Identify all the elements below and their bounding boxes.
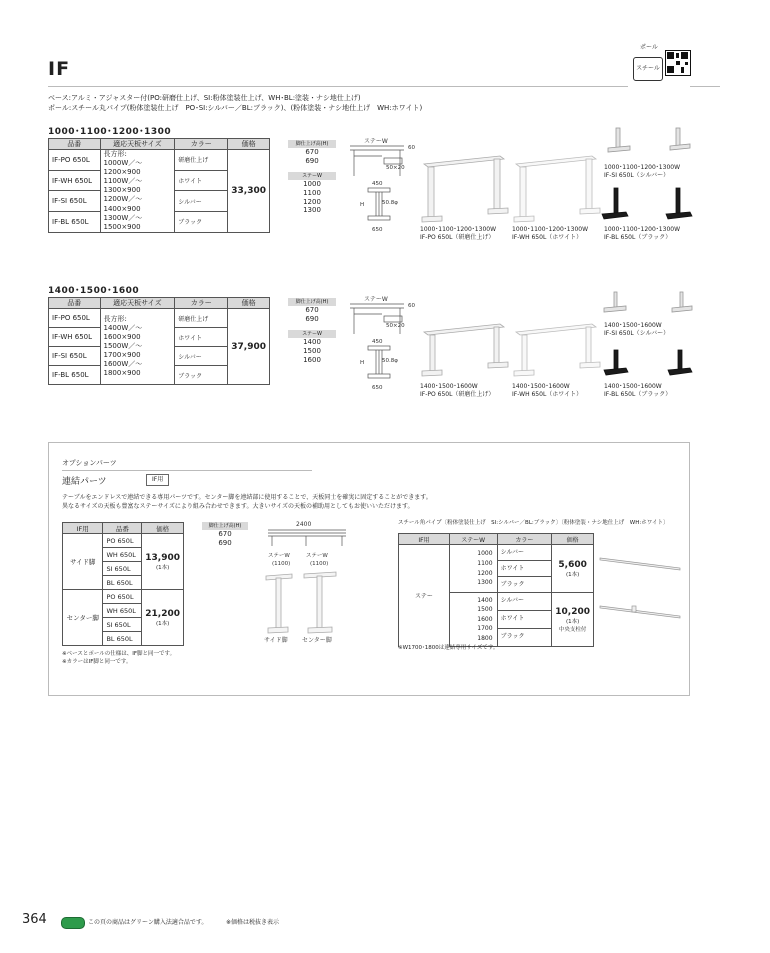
stay-value: 1300 [303, 206, 321, 215]
table-row-color: ホワイト [175, 328, 228, 347]
stay-width: 1600 [477, 615, 493, 623]
center-price-cell [142, 590, 184, 646]
side-price: 13,900 [145, 552, 180, 563]
table-row-code: SI 650L [103, 562, 142, 576]
caption-si-1: 1400･1500･1600W [604, 322, 662, 329]
caption-wh-1: 1000･1100･1200･1300W [512, 226, 589, 233]
stay-colors-a [497, 545, 552, 593]
unit-label: (1本) [565, 618, 580, 625]
stay-colors-b [497, 593, 552, 647]
options-desc-1: テーブルをエンドレスで連結できる専用パーツです。センター脚を連結部に使用することで、天板同士を確実に固定することができます。 [62, 494, 432, 501]
stay-w-1100-label: (1100) [272, 561, 291, 567]
diagram-phi-label: 50.8φ [382, 358, 398, 364]
stay-price-a-cell [552, 545, 594, 593]
stay-price-b: 10,200 [555, 606, 590, 617]
center-price: 21,200 [145, 608, 180, 619]
diagram-h-label: H [360, 360, 365, 366]
stay-table [398, 533, 594, 647]
stay-value: 1000 [303, 180, 321, 188]
stay-width: 1300 [477, 579, 493, 587]
side-leg-label: サイド脚 [63, 534, 103, 590]
header-if: IF用 [63, 523, 103, 534]
table-row-code: BL 650L [103, 576, 142, 590]
leg-bl-illustration [600, 348, 696, 380]
pole-label: ポール [640, 44, 658, 51]
header-price: 価格 [142, 523, 184, 534]
stay-width: 1000 [477, 550, 493, 558]
size-item: 1100W／～1300×900 [103, 177, 143, 195]
height-value: 670 [305, 306, 319, 315]
stay-width: 1800 [477, 634, 493, 642]
stay-caption: スチール角パイプ〔粉体塗装仕上げ SI:シルバー／BL:ブラック〕〔粉体塗装・ナシ地仕上げ WH:ホワイト〕 [398, 520, 669, 526]
caption-si-2: IF-SI 650L（シルバー） [604, 172, 670, 179]
height-value: 670 [218, 530, 232, 539]
height-label: 脚仕上げ高(H) [288, 140, 336, 148]
diagram-650-label: 650 [372, 227, 383, 233]
intro-line-1: ベース:アルミ・アジャスター付(PO:研磨仕上げ、SI:粉体塗装仕上げ、WH･BL:塗装・ナシ地仕上げ) [48, 94, 361, 102]
table-row-color: ブラック [175, 212, 228, 233]
table-row-code: PO 650L [103, 534, 142, 548]
caption-po-2: IF-PO 650L（研磨仕上げ） [420, 391, 495, 398]
section1-dimension-diagram [342, 136, 422, 236]
header-price: 価格 [228, 139, 270, 150]
stay-color: ブラック [500, 633, 525, 640]
table-row-color: シルバー [175, 347, 228, 366]
leg-si-illustration [600, 290, 696, 320]
header-if: IF用 [399, 534, 450, 545]
size-cell [100, 150, 175, 233]
stay-price-a: 5,600 [558, 559, 587, 570]
table-row-code: IF-PO 650L [49, 309, 101, 328]
green-note: この頁の商品はグリーン購入法適合品です。 [88, 919, 208, 926]
caption-si-1: 1000･1100･1200･1300W [604, 164, 681, 171]
unit-label: (1本) [155, 564, 170, 571]
height-value: 690 [218, 539, 232, 547]
center-leg-caption: センター脚 [302, 637, 332, 644]
caption-wh-1: 1400･1500･1600W [512, 383, 570, 390]
section2-dimension-diagram [342, 294, 422, 394]
section2-table [48, 297, 270, 385]
leg-wh-illustration [512, 320, 602, 380]
table-row-code: IF-SI 650L [49, 191, 101, 212]
price-cell: 37,900 [228, 309, 270, 385]
header-price: 価格 [552, 534, 594, 545]
stay-color: ホワイト [498, 611, 552, 629]
caption-si-2: IF-SI 650L（シルバー） [604, 330, 670, 337]
leg-si-illustration [604, 126, 694, 162]
caption-wh-2: IF-WH 650L（ホワイト） [512, 391, 583, 398]
diagram-60-label: 60 [408, 145, 415, 151]
options-note-1: ※ベースとポールの仕様は、IF脚と同一です。 [62, 651, 176, 657]
stay-value: 1400 [303, 338, 321, 346]
table-row-code: IF-PO 650L [49, 150, 101, 171]
section2-heading: 1400･1500･1600 [48, 286, 140, 296]
size-item: 1200W／～1400×900 [103, 195, 143, 213]
stay-value: 1600 [303, 355, 321, 364]
size-item: 1600W／～1800×900 [103, 360, 143, 378]
leg-po-illustration [420, 320, 510, 380]
options-desc-2: 異なるサイズの天板も豊富なステーサイズにより組み合わせできます。大きいサイズの天板の補助用としてもお使いいただけます。 [62, 503, 414, 510]
section2-dims [288, 298, 336, 364]
table-row-color: 研磨仕上げ [175, 150, 228, 171]
diagram-stay-label: ステーW [364, 138, 388, 145]
stay-w-1100-label: (1100) [310, 561, 329, 567]
stay-row-label: ステー [399, 545, 450, 647]
steel-badge: スチール [633, 57, 663, 81]
caption-bl-1: 1000･1100･1200･1300W [604, 226, 681, 233]
stay-width: 1400 [477, 596, 493, 604]
header-price: 価格 [228, 298, 270, 309]
table-row-code: IF-WH 650L [49, 170, 101, 191]
header-code: 品番 [103, 523, 142, 534]
stay-note: ※W1700･1800は連結専用サイズです。 [398, 645, 499, 651]
stay-w-label: ステーW [268, 553, 290, 559]
header-color: カラー [497, 534, 552, 545]
height-value: 690 [305, 157, 319, 165]
diagram-phi-label: 50.8φ [382, 200, 398, 206]
title-rule-right [690, 86, 720, 87]
size-item: 1400W／～1600×900 [103, 323, 143, 341]
header-color: カラー [175, 298, 228, 309]
options-leg-table [62, 522, 184, 646]
height-value: 670 [305, 148, 319, 157]
caption-po-2: IF-PO 650L（研磨仕上げ） [420, 234, 495, 241]
size-label: 長方形: [103, 314, 127, 323]
header-size: 適応天板サイズ [100, 139, 175, 150]
diagram-50x20-label: 50×20 [386, 165, 405, 171]
section1-table [48, 138, 270, 233]
stay-width: 1700 [477, 625, 493, 633]
stay-width: 1500 [477, 606, 493, 614]
section1-heading: 1000･1100･1200･1300 [48, 127, 172, 137]
leg-po-illustration [420, 150, 510, 226]
qr-code-icon [665, 50, 691, 76]
stay-label: ステーW [288, 172, 336, 180]
unit-label: (1本) [155, 620, 170, 627]
diagram-h-label: H [360, 202, 365, 208]
table-row-code: PO 650L [103, 590, 142, 604]
size-label: 長方形: [103, 150, 127, 158]
caption-bl-2: IF-BL 650L（ブラック） [604, 391, 672, 398]
leg-bl-illustration [600, 186, 696, 224]
table-row-code: SI 650L [103, 618, 142, 632]
table-row-color: ブラック [175, 366, 228, 385]
header-stay-w: ステーW [449, 534, 497, 545]
diagram-50x20-label: 50×20 [386, 323, 405, 329]
height-label: 脚仕上げ高(H) [202, 522, 248, 530]
leg-wh-illustration [512, 150, 602, 226]
diagram-450-label: 450 [372, 181, 383, 187]
stay-value: 1500 [303, 346, 321, 355]
options-title: オプションパーツ [62, 459, 117, 467]
price-cell: 33,300 [228, 150, 270, 233]
table-row-code: IF-BL 650L [49, 366, 101, 385]
caption-po-1: 1000･1100･1200･1300W [420, 226, 497, 233]
title-rule [48, 86, 628, 87]
caption-bl-1: 1400･1500･1600W [604, 383, 662, 390]
size-item: 1500W／～1700×900 [103, 341, 143, 360]
options-subtitle: 連結パーツ [62, 477, 107, 487]
options-title-rule [62, 470, 312, 471]
page-number: 364 [22, 912, 47, 927]
page-title: IF [48, 58, 71, 80]
table-row-code: WH 650L [103, 604, 142, 618]
table-row-color: 研磨仕上げ [175, 309, 228, 328]
diagram-450-label: 450 [372, 339, 383, 345]
table-row-code: IF-WH 650L [49, 328, 101, 347]
side-leg-caption: サイド脚 [264, 637, 288, 644]
dim-2400-label: 2400 [296, 521, 312, 528]
stay-color: シルバー [498, 545, 552, 561]
caption-bl-2: IF-BL 650L（ブラック） [604, 234, 672, 241]
center-leg-label: センター脚 [63, 590, 103, 646]
stay-color: シルバー [498, 593, 552, 611]
header-color: カラー [175, 139, 228, 150]
intro-line-2: ポール:スチール丸パイプ(粉体塗装仕上げ PO･SI:シルバー／BL:ブラック)、(粉体塗装・ナシ地仕上げ WH:ホワイト) [48, 104, 423, 112]
size-item: 1000W／～1200×900 [103, 159, 143, 177]
height-value: 690 [305, 315, 319, 323]
stay-label: ステーW [288, 330, 336, 338]
tax-note: ※価格は税抜き表示 [226, 919, 280, 926]
unit-label: (1本) [565, 571, 580, 578]
stay-price-b-cell [552, 593, 594, 647]
connection-diagram [262, 516, 352, 646]
stay-widths-b [449, 593, 497, 647]
size-item: 1300W／～1500×900 [103, 213, 143, 231]
size-cell [100, 309, 175, 385]
table-row-code: IF-BL 650L [49, 212, 101, 233]
table-row-code: BL 650L [103, 632, 142, 646]
side-price-cell [142, 534, 184, 590]
options-note-2: ※カラーはIF脚と同一です。 [62, 659, 132, 665]
stay-width: 1200 [477, 569, 493, 577]
header-size: 適応天板サイズ [100, 298, 175, 309]
caption-wh-2: IF-WH 650L（ホワイト） [512, 234, 583, 241]
stay-value: 1100 [303, 188, 321, 197]
stay-w-label: ステーW [306, 553, 328, 559]
section1-dims [288, 140, 336, 215]
table-row-code: IF-SI 650L [49, 347, 101, 366]
diagram-650-label: 650 [372, 385, 383, 391]
table-row-color: シルバー [175, 191, 228, 212]
if-tag: IF用 [146, 474, 169, 486]
header-code: 品番 [49, 298, 101, 309]
green-mark-icon [61, 917, 85, 929]
center-support-label: 中央支柱付 [558, 626, 587, 633]
stay-color: ホワイト [498, 561, 552, 577]
caption-po-1: 1400･1500･1600W [420, 383, 478, 390]
stay-bar-illustration [596, 556, 686, 626]
stay-widths-a [449, 545, 497, 593]
diagram-stay-label: ステーW [364, 296, 388, 303]
options-dims [202, 522, 248, 548]
height-label: 脚仕上げ高(H) [288, 298, 336, 306]
stay-color: ブラック [500, 581, 525, 588]
header-code: 品番 [49, 139, 101, 150]
stay-width: 1100 [477, 559, 493, 567]
diagram-60-label: 60 [408, 303, 415, 309]
table-row-code: WH 650L [103, 548, 142, 562]
stay-value: 1200 [303, 197, 321, 206]
table-row-color: ホワイト [175, 170, 228, 191]
